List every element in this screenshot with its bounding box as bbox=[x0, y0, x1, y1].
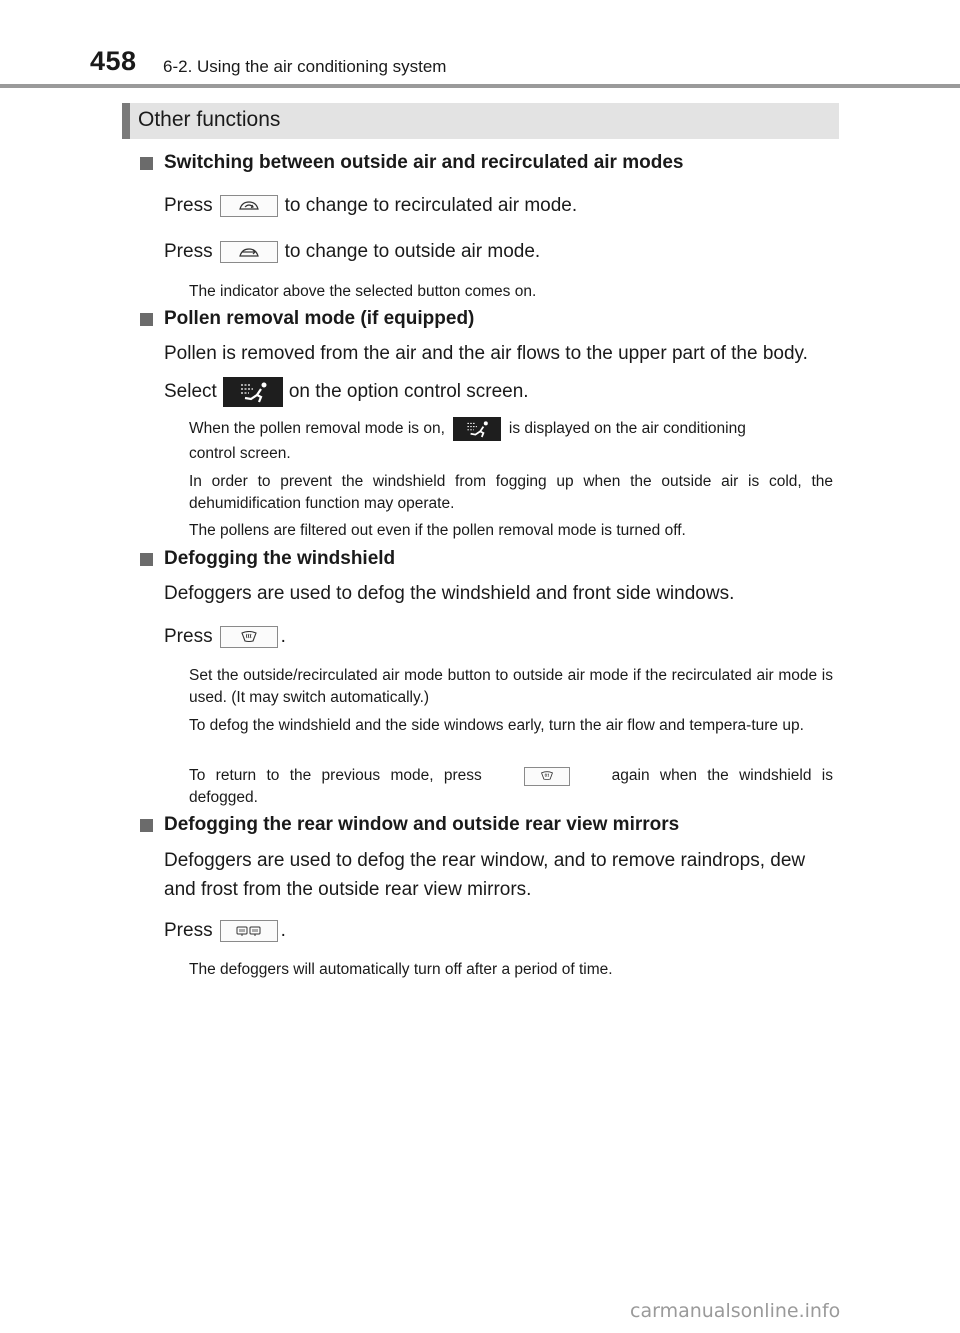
note-text: When the pollen removal mode is on, bbox=[189, 420, 445, 437]
header-rule bbox=[0, 84, 960, 88]
other-functions-banner bbox=[122, 103, 839, 139]
bullet-square-icon bbox=[140, 553, 153, 566]
outside-air-icon bbox=[238, 246, 260, 258]
bullet-square-icon bbox=[140, 313, 153, 326]
section-rear bbox=[140, 814, 840, 836]
heading-text: Pollen removal mode (if equipped) bbox=[164, 308, 475, 329]
recirculated-air-icon bbox=[238, 200, 260, 212]
press-label: Press bbox=[164, 920, 213, 941]
rear-note: The defoggers will automatically turn off after a period of time. bbox=[189, 961, 613, 978]
section-heading bbox=[140, 308, 840, 330]
section-pollen bbox=[140, 308, 840, 330]
pollen-note-1 bbox=[189, 417, 833, 441]
windshield-body: Defoggers are used to defog the windshield and front side windows. bbox=[164, 583, 735, 604]
pollen-removal-button[interactable] bbox=[223, 377, 283, 407]
bullet-square-icon bbox=[140, 157, 153, 170]
page-header bbox=[0, 0, 960, 88]
period: . bbox=[280, 626, 286, 647]
rear-instruction bbox=[164, 920, 286, 942]
windshield-defogger-icon bbox=[540, 771, 554, 781]
banner-title: Other functions bbox=[138, 108, 281, 131]
windshield-note-1: Set the outside/recirculated air mode button to outside air mode if the recirculated air mode is used. (It may switch automatically.) bbox=[189, 667, 833, 706]
note-text: is displayed on the air conditioning bbox=[508, 420, 746, 437]
outside-air-button[interactable] bbox=[220, 241, 278, 263]
press-label: Press bbox=[164, 241, 213, 262]
period: . bbox=[280, 920, 286, 941]
section-windshield bbox=[140, 548, 840, 570]
heading-text: Switching between outside air and recirculated air modes bbox=[164, 152, 684, 173]
recirc-instruction bbox=[164, 195, 577, 217]
press-label: Press bbox=[164, 195, 213, 216]
press-label: Press bbox=[164, 626, 213, 647]
section-air-modes bbox=[140, 152, 840, 174]
pollen-removal-icon bbox=[461, 419, 493, 439]
section-heading bbox=[140, 814, 840, 836]
note-text: To return to the previous mode, press bbox=[189, 767, 482, 784]
recirculated-air-button[interactable] bbox=[220, 195, 278, 217]
pollen-removal-icon bbox=[233, 380, 273, 404]
rear-body: Defoggers are used to defog the rear window, and to remove raindrops, dew and frost from the outside rear view mirrors. bbox=[164, 850, 806, 900]
outside-instruction bbox=[164, 241, 540, 263]
pollen-note-3: The pollens are filtered out even if the pollen removal mode is turned off. bbox=[189, 522, 686, 539]
pollen-indicator bbox=[453, 417, 501, 441]
windshield-note-3-cont: defogged. bbox=[189, 789, 258, 806]
pollen-body: Pollen is removed from the air and the air flows to the upper part of the body. bbox=[164, 343, 808, 364]
watermark: carmanualsonline.info bbox=[630, 1300, 841, 1322]
section-heading bbox=[140, 548, 840, 570]
select-text: on the option control screen. bbox=[288, 381, 529, 402]
windshield-defogger-button[interactable] bbox=[220, 626, 278, 648]
rear-defogger-button[interactable] bbox=[220, 920, 278, 942]
page-number: 458 bbox=[90, 46, 137, 76]
outside-text: to change to outside air mode. bbox=[284, 241, 541, 262]
section-title: 6-2. Using the air conditioning system bbox=[163, 57, 447, 76]
pollen-note-2: In order to prevent the windshield from fogging up when the outside air is cold, the dehumidification function may operate. bbox=[189, 473, 833, 512]
windshield-defogger-button-inline[interactable] bbox=[524, 767, 570, 786]
windshield-defogger-icon bbox=[240, 631, 258, 643]
recirc-text: to change to recirculated air mode. bbox=[284, 195, 578, 216]
pollen-select-instruction bbox=[164, 377, 529, 407]
heading-text: Defogging the windshield bbox=[164, 548, 396, 569]
banner-accent-bar bbox=[122, 103, 130, 139]
windshield-note-3 bbox=[189, 765, 833, 787]
section-heading bbox=[140, 152, 840, 174]
windshield-note-2: To defog the windshield and the side windows early, turn the air flow and tempera-ture up. bbox=[189, 717, 804, 734]
heading-text: Defogging the rear window and outside rear view mirrors bbox=[164, 814, 680, 835]
windshield-instruction bbox=[164, 626, 286, 648]
pollen-note-1-cont: control screen. bbox=[189, 445, 291, 462]
select-label: Select bbox=[164, 381, 217, 402]
note-text: again when the windshield is bbox=[611, 767, 833, 784]
rear-defogger-icon bbox=[235, 925, 263, 937]
air-modes-note: The indicator above the selected button comes on. bbox=[189, 283, 537, 300]
bullet-square-icon bbox=[140, 819, 153, 832]
